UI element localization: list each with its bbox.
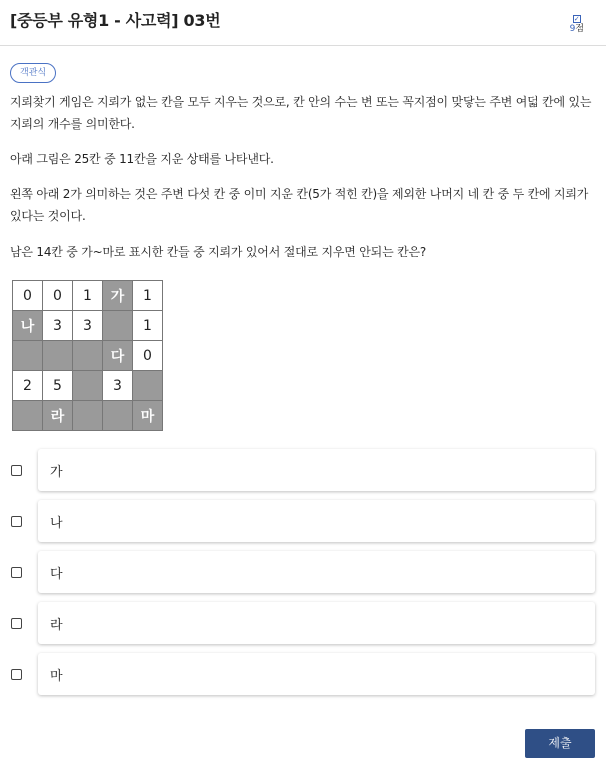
option-row-4[interactable] xyxy=(0,602,606,644)
option-checkbox[interactable] xyxy=(11,465,22,476)
option-card[interactable] xyxy=(38,653,595,695)
points-value: 9 xyxy=(569,24,576,34)
option-label: 가 xyxy=(50,465,63,480)
option-row-1[interactable] xyxy=(0,449,606,491)
grid-row xyxy=(13,371,163,401)
option-card[interactable] xyxy=(38,500,595,542)
grid-cell-covered: 나 xyxy=(13,311,43,341)
option-label: 라 xyxy=(50,618,63,633)
grid-cell-covered xyxy=(73,401,103,431)
grid-cell-number: 0 xyxy=(13,281,43,311)
option-checkbox[interactable] xyxy=(11,669,22,680)
question-paragraph-2: 아래 그림은 25칸 중 11칸을 지운 상태를 나타낸다. xyxy=(10,152,274,166)
grid-cell-number: 3 xyxy=(43,311,73,341)
option-checkbox[interactable] xyxy=(11,618,22,629)
grid-row xyxy=(13,311,163,341)
grid-cell-covered xyxy=(103,311,133,341)
grid-cell-covered xyxy=(73,341,103,371)
grid-cell-covered: 가 xyxy=(103,281,133,311)
option-label: 나 xyxy=(50,516,63,531)
points-indicator xyxy=(570,15,584,34)
grid-row xyxy=(13,401,163,431)
grid-cell-covered xyxy=(13,401,43,431)
checkbox-icon: ✓ xyxy=(573,15,580,23)
grid-row xyxy=(13,281,163,311)
question-paragraph-4: 남은 14칸 중 가~마로 표시한 칸들 중 지뢰가 있어서 절대로 지우면 안되는 칸은? xyxy=(10,245,427,259)
grid-cell-covered: 라 xyxy=(43,401,73,431)
grid-cell-number: 1 xyxy=(133,281,163,311)
grid-cell-covered: 마 xyxy=(133,401,163,431)
grid-cell-number: 1 xyxy=(73,281,103,311)
grid-cell-covered: 다 xyxy=(103,341,133,371)
option-row-2[interactable] xyxy=(0,500,606,542)
grid-cell-covered xyxy=(43,341,73,371)
problem-title: [중등부 유형1 - 사고력] 03번 xyxy=(10,11,221,30)
submit-button[interactable]: 제출 xyxy=(525,729,595,758)
option-checkbox[interactable] xyxy=(11,516,22,527)
option-row-5[interactable] xyxy=(0,653,606,695)
option-card[interactable] xyxy=(38,602,595,644)
option-card[interactable] xyxy=(38,551,595,593)
option-card[interactable] xyxy=(38,449,595,491)
grid-cell-covered xyxy=(73,371,103,401)
minesweeper-grid xyxy=(12,280,163,431)
grid-cell-covered xyxy=(103,401,133,431)
grid-cell-number: 0 xyxy=(43,281,73,311)
option-label: 다 xyxy=(50,567,63,582)
option-checkbox[interactable] xyxy=(11,567,22,578)
grid-cell-number: 3 xyxy=(103,371,133,401)
question-paragraph-1: 지뢰찾기 게임은 지뢰가 없는 칸을 모두 지우는 것으로, 칸 안의 수는 변 또는 꼭지점이 맞닿는 주변 여덟 칸에 있는 지뢰의 개수를 의미한다. xyxy=(10,95,592,131)
grid-cell-covered xyxy=(13,341,43,371)
question-paragraph-3: 왼쪽 아래 2가 의미하는 것은 주변 다섯 칸 중 이미 지운 칸(5가 적힌 칸)을 제외한 나머지 네 칸 중 두 칸에 지뢰가 있다는 것이다. xyxy=(10,187,589,223)
option-row-3[interactable] xyxy=(0,551,606,593)
points-unit: 점 xyxy=(575,24,584,34)
grid-cell-number: 2 xyxy=(13,371,43,401)
question-type-badge: 객관식 xyxy=(10,63,56,83)
grid-row xyxy=(13,341,163,371)
grid-cell-number: 1 xyxy=(133,311,163,341)
grid-cell-number: 3 xyxy=(73,311,103,341)
option-label: 마 xyxy=(50,669,63,684)
grid-cell-number: 0 xyxy=(133,341,163,371)
header xyxy=(0,0,606,46)
grid-cell-number: 5 xyxy=(43,371,73,401)
grid-cell-covered xyxy=(133,371,163,401)
